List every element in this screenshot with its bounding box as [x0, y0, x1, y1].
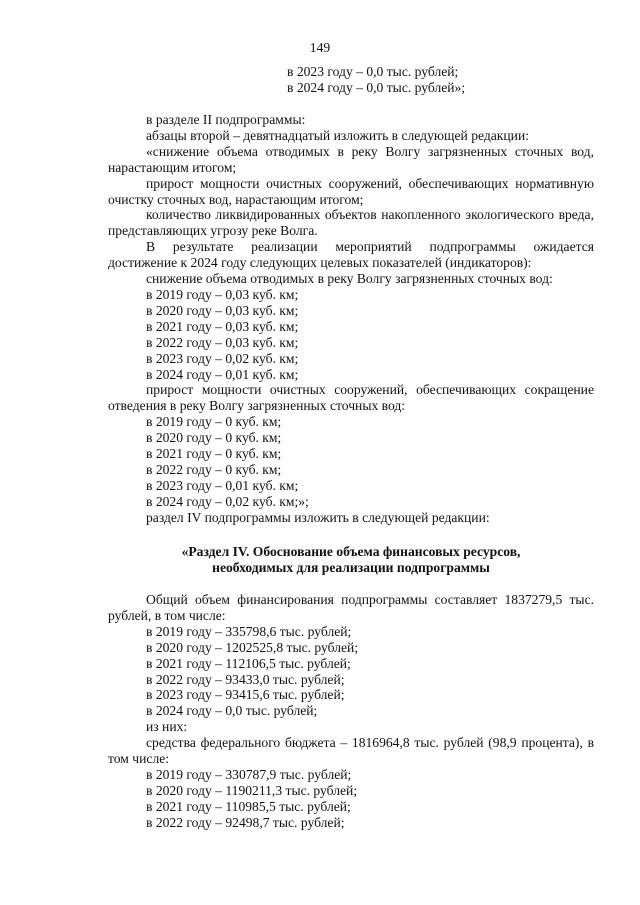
indicator-2-year: в 2024 году – 0,02 куб. км;»; [146, 493, 309, 509]
heading-line-1: «Раздел IV. Обоснование объема финансовых ресурсов, [181, 544, 521, 559]
indicator-2-year: в 2022 году – 0 куб. км; [146, 461, 282, 477]
financing-total: Общий объем финансирования подпрограммы составляет 1837279,5 тыс. рублей, в том числе: [108, 592, 594, 623]
section2-instruction: абзацы второй – девятнадцатый изложить в следующей редакции: [146, 127, 530, 143]
federal-year: в 2021 году – 110985,5 тыс. рублей; [146, 798, 351, 814]
section4-instruction: раздел IV подпрограммы изложить в следующей редакции: [146, 509, 490, 525]
financing-year: в 2024 году – 0,0 тыс. рублей; [146, 703, 318, 719]
indicator-1-year: в 2020 году – 0,03 куб. км; [146, 302, 299, 318]
financing-year: в 2022 году – 93433,0 тыс. рублей; [146, 671, 345, 687]
section2-block [108, 112, 594, 526]
indicator-1-year: в 2019 году – 0,03 куб. км; [146, 286, 299, 302]
indicator-1-year: в 2024 году – 0,01 куб. км; [146, 366, 299, 382]
indicator-2-year: в 2021 году – 0 куб. км; [146, 446, 282, 462]
section-heading [108, 544, 594, 576]
indicator-1-year: в 2021 году – 0,03 куб. км; [146, 318, 299, 334]
page-number: 149 [309, 40, 331, 55]
indicator-1-year: в 2023 году – 0,02 куб. км; [146, 350, 299, 366]
financing-year: в 2023 году – 93415,6 тыс. рублей; [146, 687, 345, 703]
section2-lead: в разделе II подпрограммы: [146, 112, 306, 127]
intro-lines [287, 64, 465, 96]
indicator-2-title: прирост мощности очистных сооружений, обеспечивающих сокращение отведения в реку Волгу загрязненных сточных вод: [108, 382, 594, 414]
indicator-2-year: в 2019 году – 0 куб. км; [146, 414, 282, 430]
paragraph-2: прирост мощности очистных сооружений, обеспечивающих нормативную очистку сточных вод, нарастающим итогом; [108, 175, 594, 207]
federal-year: в 2020 году – 1190211,3 тыс. рублей; [146, 782, 358, 798]
intro-line: в 2024 году – 0,0 тыс. рублей»; [287, 79, 466, 95]
financing-year: в 2021 году – 112106,5 тыс. рублей; [146, 655, 351, 671]
financing-year: в 2020 году – 1202525,8 тыс. рублей; [146, 639, 359, 655]
financing-year: в 2019 году – 335798,6 тыс. рублей; [146, 623, 352, 639]
indicator-1-title: снижение объема отводимых в реку Волгу загрязненных сточных вод: [146, 271, 553, 287]
federal-budget: средства федерального бюджета – 1816964,8 тыс. рублей (98,9 процента), в том числе: [108, 735, 594, 767]
heading-line-2: необходимых для реализации подпрограммы [212, 559, 490, 575]
indicator-2-year: в 2020 году – 0 куб. км; [146, 430, 282, 446]
financing-block [108, 592, 594, 831]
paragraph-4: В результате реализации мероприятий подпрограммы ожидается достижение к 2024 году следующих целевых показателей (индикаторов): [108, 239, 594, 271]
intro-line: в 2023 году – 0,0 тыс. рублей; [287, 64, 459, 79]
federal-year: в 2019 году – 330787,9 тыс. рублей; [146, 766, 352, 782]
paragraph-3: количество ликвидированных объектов накопленного экологического вреда, представляющих угрозу реке Волга. [108, 207, 594, 239]
of-them-label: из них: [146, 719, 188, 735]
indicator-1-year: в 2022 году – 0,03 куб. км; [146, 334, 299, 350]
indicator-2-year: в 2023 году – 0,01 куб. км; [146, 477, 299, 493]
federal-year: в 2022 году – 92498,7 тыс. рублей; [146, 814, 345, 830]
paragraph-1: «снижение объема отводимых в реку Волгу загрязненных сточных вод, нарастающим итогом; [108, 143, 594, 175]
